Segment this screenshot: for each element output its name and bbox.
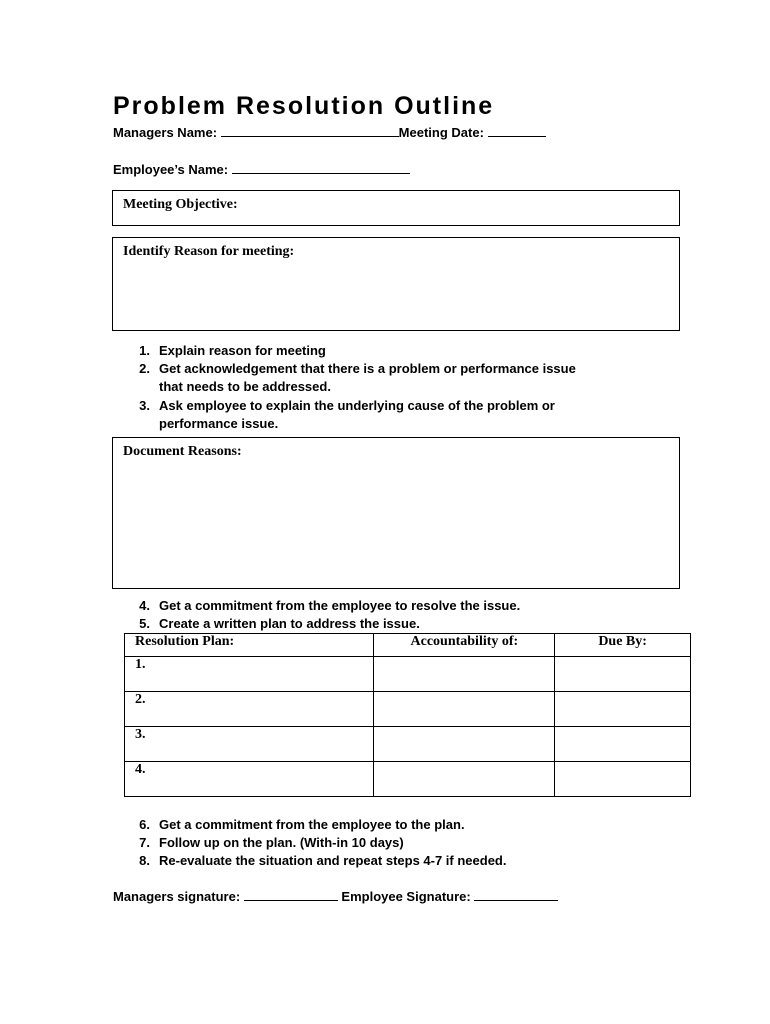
managers-name-row	[113, 125, 546, 140]
meeting-objective-box[interactable]	[112, 190, 680, 226]
steps-list-a: 1. Explain reason for meeting 2. Get acknowledgement that there is a problem or performance issue that needs to be addressed. 3. Ask employee to explain the underlying cause of the problem or performance issue.	[139, 343, 576, 431]
managers-name-field[interactable]	[221, 125, 399, 137]
table-row	[125, 762, 691, 797]
employee-signature-label: Employee Signature:	[341, 889, 471, 904]
employee-name-row	[113, 162, 410, 177]
plan-cell[interactable]: 2.	[125, 692, 374, 727]
accountability-cell[interactable]	[374, 692, 555, 727]
managers-signature-field[interactable]	[244, 889, 338, 901]
accountability-cell[interactable]	[374, 727, 555, 762]
identify-reason-box[interactable]	[112, 237, 680, 331]
due-by-cell[interactable]	[555, 727, 691, 762]
plan-cell[interactable]: 1.	[125, 657, 374, 692]
meeting-objective-label: Meeting Objective:	[123, 197, 238, 212]
meeting-date-field[interactable]	[488, 125, 546, 137]
document-reasons-box[interactable]	[112, 437, 680, 589]
meeting-date-label: Meeting Date:	[398, 125, 484, 140]
table-row	[125, 692, 691, 727]
steps-list-c: 6. Get a commitment from the employee to the plan. 7. Follow up on the plan. (With-in 10 days) 8. Re-evaluate the situation and repeat steps 4-7 if needed.	[139, 817, 507, 868]
table-header-row	[125, 634, 691, 657]
employee-name-label: Employee’s Name:	[113, 162, 229, 177]
accountability-cell[interactable]	[374, 657, 555, 692]
due-by-cell[interactable]	[555, 762, 691, 797]
plan-cell[interactable]: 4.	[125, 762, 374, 797]
signature-row	[113, 889, 558, 904]
resolution-plan-table	[124, 633, 691, 797]
page-title: Problem Resolution Outline	[113, 92, 495, 120]
identify-reason-label: Identify Reason for meeting:	[123, 244, 295, 259]
steps-list-b: 4. Get a commitment from the employee to resolve the issue. 5. Create a written plan to address the issue.	[139, 598, 521, 631]
document-reasons-label: Document Reasons:	[123, 444, 242, 459]
accountability-cell[interactable]	[374, 762, 555, 797]
table-row	[125, 657, 691, 692]
resolution-plan-header: Resolution Plan:	[125, 634, 374, 657]
table-row	[125, 727, 691, 762]
employee-name-field[interactable]	[232, 162, 410, 174]
plan-cell[interactable]: 3.	[125, 727, 374, 762]
managers-signature-label: Managers signature:	[113, 889, 241, 904]
due-by-cell[interactable]	[555, 692, 691, 727]
managers-name-label: Managers Name:	[113, 125, 218, 140]
employee-signature-field[interactable]	[474, 889, 558, 901]
due-by-header: Due By:	[555, 634, 691, 657]
due-by-cell[interactable]	[555, 657, 691, 692]
accountability-header: Accountability of:	[374, 634, 555, 657]
